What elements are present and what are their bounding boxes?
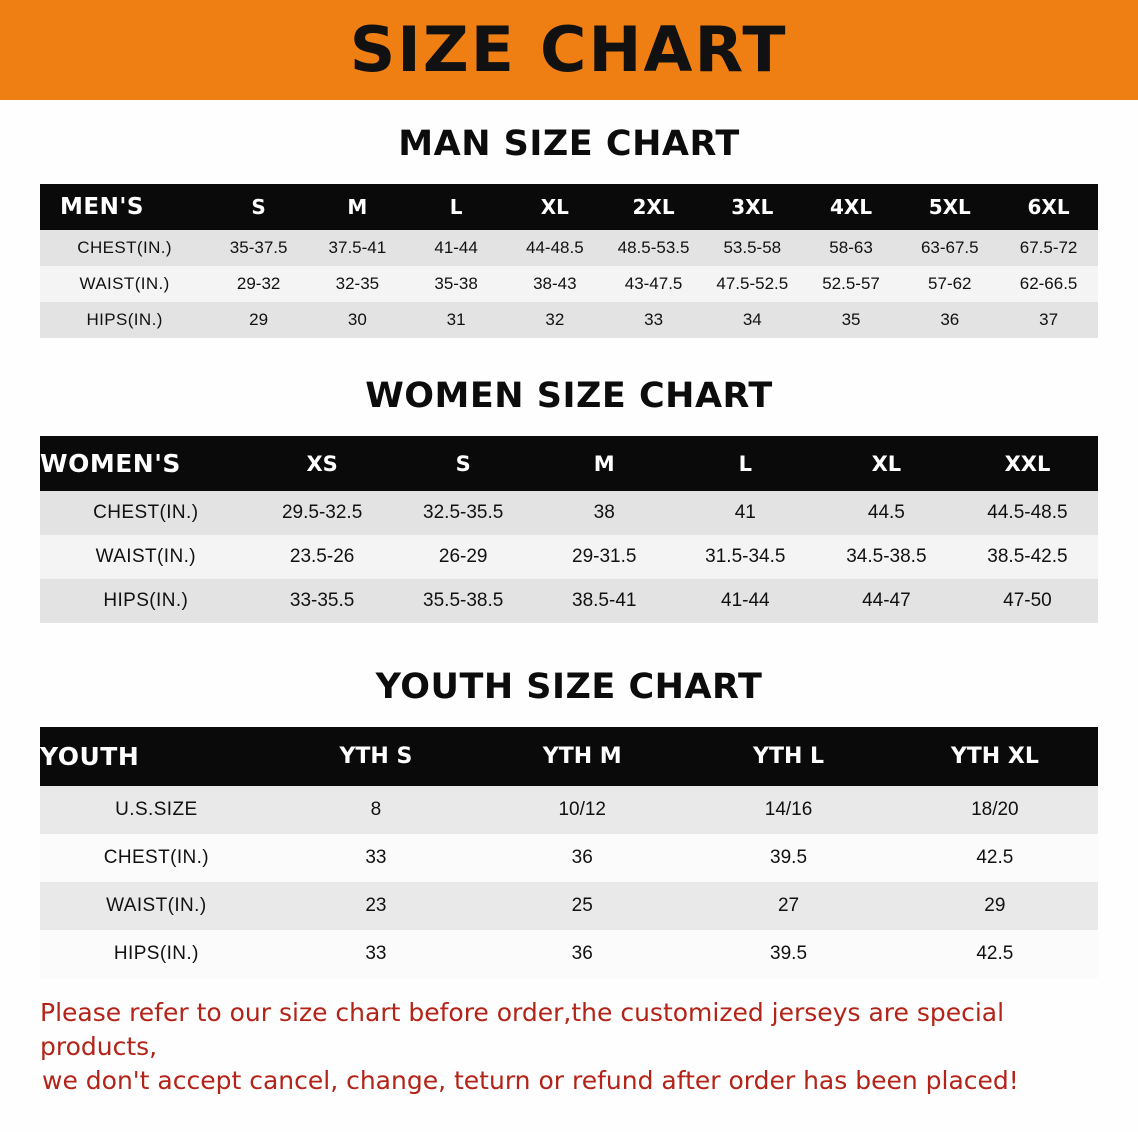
table-cell: 62-66.5 <box>999 266 1098 302</box>
column-header: YOUTH <box>40 727 273 786</box>
column-header: XL <box>816 436 957 491</box>
women-size-table-wrap <box>40 436 1098 623</box>
column-header: M <box>308 184 407 230</box>
table-cell: 35 <box>802 302 901 338</box>
table-cell: 37 <box>999 302 1098 338</box>
table-cell: 47-50 <box>957 579 1098 623</box>
column-header: 2XL <box>604 184 703 230</box>
column-header: L <box>675 436 816 491</box>
column-header: 6XL <box>999 184 1098 230</box>
table-cell: 36 <box>479 930 685 978</box>
table-cell: 35-37.5 <box>209 230 308 266</box>
table-cell: 42.5 <box>892 834 1098 882</box>
man-section-title: MAN SIZE CHART <box>398 124 740 164</box>
table-cell: 18/20 <box>892 786 1098 834</box>
row-header: WAIST(IN.) <box>40 535 252 579</box>
table-cell: 52.5-57 <box>802 266 901 302</box>
column-header: L <box>407 184 506 230</box>
table-cell: 38.5-41 <box>534 579 675 623</box>
table-row <box>40 535 1098 579</box>
column-header: YTH M <box>479 727 685 786</box>
column-header: YTH S <box>273 727 479 786</box>
table-cell: 41-44 <box>407 230 506 266</box>
table-row <box>40 491 1098 535</box>
notice-line-2: we don't accept cancel, change, teturn or refund after order has been placed! <box>42 1065 1019 1095</box>
column-header: M <box>534 436 675 491</box>
notice-line-1: Please refer to our size chart before order,the customized jerseys are special products, <box>40 998 1005 1061</box>
table-cell: 44.5 <box>816 491 957 535</box>
table-cell: 39.5 <box>685 834 891 882</box>
table-header-row <box>40 436 1098 491</box>
row-header: U.S.SIZE <box>40 786 273 834</box>
row-header: CHEST(IN.) <box>40 491 252 535</box>
youth-size-table-wrap <box>40 727 1098 978</box>
column-header: 3XL <box>703 184 802 230</box>
row-header: HIPS(IN.) <box>40 930 273 978</box>
table-header-row <box>40 727 1098 786</box>
table-cell: 48.5-53.5 <box>604 230 703 266</box>
table-cell: 38 <box>534 491 675 535</box>
table-cell: 26-29 <box>393 535 534 579</box>
column-header: 4XL <box>802 184 901 230</box>
table-cell: 31 <box>407 302 506 338</box>
column-header: XXL <box>957 436 1098 491</box>
table-header-row <box>40 184 1098 230</box>
table-cell: 58-63 <box>802 230 901 266</box>
women-size-table <box>40 436 1098 623</box>
table-cell: 34.5-38.5 <box>816 535 957 579</box>
row-header: HIPS(IN.) <box>40 302 209 338</box>
table-cell: 23 <box>273 882 479 930</box>
table-cell: 32.5-35.5 <box>393 491 534 535</box>
table-cell: 44-48.5 <box>505 230 604 266</box>
table-cell: 10/12 <box>479 786 685 834</box>
table-cell: 39.5 <box>685 930 891 978</box>
column-header: YTH L <box>685 727 891 786</box>
column-header: YTH XL <box>892 727 1098 786</box>
table-cell: 44-47 <box>816 579 957 623</box>
row-header: WAIST(IN.) <box>40 882 273 930</box>
table-cell: 35-38 <box>407 266 506 302</box>
table-cell: 33 <box>273 834 479 882</box>
table-cell: 37.5-41 <box>308 230 407 266</box>
page-banner <box>0 0 1138 100</box>
table-cell: 27 <box>685 882 891 930</box>
table-row <box>40 930 1098 978</box>
youth-size-table <box>40 727 1098 978</box>
table-cell: 25 <box>479 882 685 930</box>
table-cell: 33-35.5 <box>252 579 393 623</box>
table-cell: 41-44 <box>675 579 816 623</box>
table-cell: 47.5-52.5 <box>703 266 802 302</box>
table-cell: 33 <box>604 302 703 338</box>
table-row <box>40 882 1098 930</box>
table-cell: 36 <box>479 834 685 882</box>
notice-text <box>40 996 1098 1097</box>
table-row <box>40 230 1098 266</box>
column-header: WOMEN'S <box>40 436 252 491</box>
table-cell: 38.5-42.5 <box>957 535 1098 579</box>
table-cell: 30 <box>308 302 407 338</box>
table-cell: 38-43 <box>505 266 604 302</box>
women-section-title: WOMEN SIZE CHART <box>365 376 773 416</box>
row-header: CHEST(IN.) <box>40 834 273 882</box>
table-row <box>40 302 1098 338</box>
column-header: MEN'S <box>40 184 209 230</box>
table-cell: 23.5-26 <box>252 535 393 579</box>
table-cell: 32-35 <box>308 266 407 302</box>
table-cell: 29.5-32.5 <box>252 491 393 535</box>
table-cell: 44.5-48.5 <box>957 491 1098 535</box>
table-cell: 36 <box>900 302 999 338</box>
table-cell: 31.5-34.5 <box>675 535 816 579</box>
row-header: HIPS(IN.) <box>40 579 252 623</box>
man-size-table-wrap <box>40 184 1098 338</box>
man-size-table <box>40 184 1098 338</box>
table-cell: 32 <box>505 302 604 338</box>
youth-section-title: YOUTH SIZE CHART <box>375 667 763 707</box>
table-cell: 34 <box>703 302 802 338</box>
table-cell: 42.5 <box>892 930 1098 978</box>
table-cell: 63-67.5 <box>900 230 999 266</box>
table-cell: 43-47.5 <box>604 266 703 302</box>
table-cell: 33 <box>273 930 479 978</box>
table-cell: 35.5-38.5 <box>393 579 534 623</box>
table-cell: 57-62 <box>900 266 999 302</box>
column-header: XS <box>252 436 393 491</box>
page-title: SIZE CHART <box>350 13 788 86</box>
table-cell: 41 <box>675 491 816 535</box>
table-cell: 29 <box>209 302 308 338</box>
column-header: XL <box>505 184 604 230</box>
table-cell: 8 <box>273 786 479 834</box>
column-header: S <box>209 184 308 230</box>
table-cell: 29 <box>892 882 1098 930</box>
table-row <box>40 834 1098 882</box>
row-header: CHEST(IN.) <box>40 230 209 266</box>
table-cell: 29-32 <box>209 266 308 302</box>
row-header: WAIST(IN.) <box>40 266 209 302</box>
column-header: S <box>393 436 534 491</box>
table-cell: 29-31.5 <box>534 535 675 579</box>
table-cell: 53.5-58 <box>703 230 802 266</box>
table-row <box>40 266 1098 302</box>
table-row <box>40 579 1098 623</box>
table-row <box>40 786 1098 834</box>
table-cell: 14/16 <box>685 786 891 834</box>
column-header: 5XL <box>900 184 999 230</box>
table-cell: 67.5-72 <box>999 230 1098 266</box>
